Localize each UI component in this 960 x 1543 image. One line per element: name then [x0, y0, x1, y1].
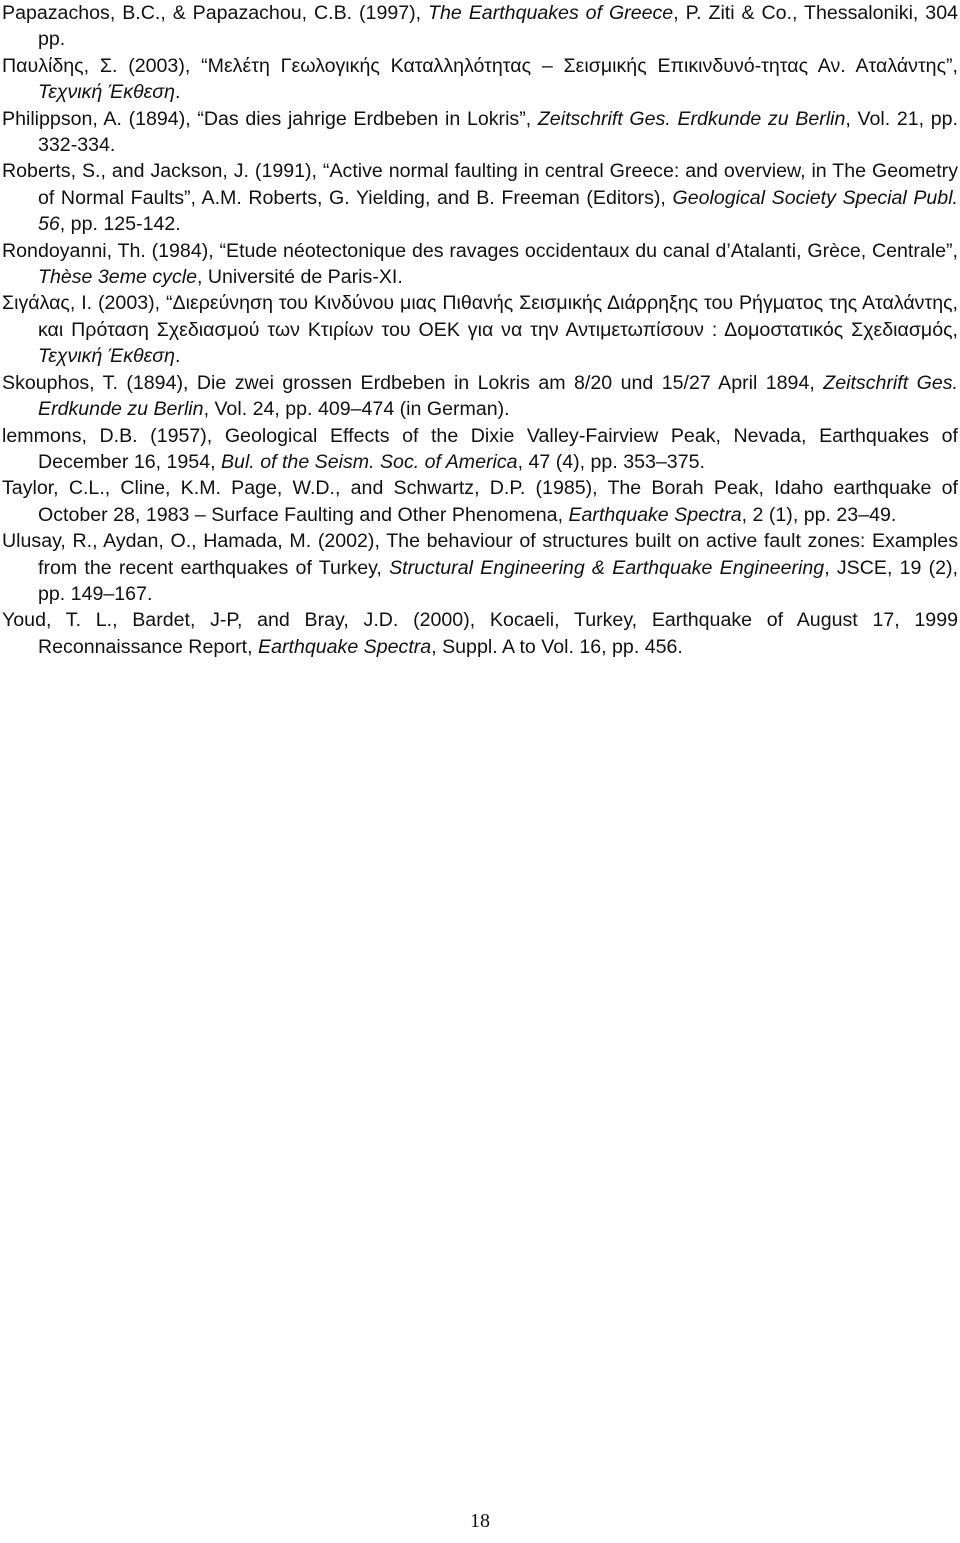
reference-italic: Structural Engineering & Earthquake Engineering: [389, 556, 825, 579]
reference-text: Philippson, A. (1894), “Das dies jahrige Erdbeben in Lokris”,: [2, 107, 538, 130]
reference-text: , Vol. 21, pp. 332-334.: [38, 107, 958, 157]
reference-text: , 2 (1), pp. 23–49.: [741, 503, 897, 526]
reference-text: Youd, T. L., Bardet, J-P, and Bray, J.D. (2000), Kocaeli, Turkey, Earthquake of August 17, 1999 Reconnaissance Report,: [2, 609, 958, 658]
reference-entry: [2, 53, 958, 106]
reference-entry: [2, 158, 958, 237]
reference-italic: The Earthquakes of Greece: [428, 2, 674, 24]
reference-text: , 47 (4), pp. 353–375.: [517, 450, 705, 473]
reference-italic: Earthquake Spectra: [568, 503, 742, 526]
reference-italic: Zeitschrift Ges. Erdkunde zu Berlin: [537, 107, 846, 130]
reference-entry: [2, 423, 958, 476]
reference-text: lemmons, D.B. (1957), Geological Effects of the Dixie Valley-Fairview Peak, Nevada, Earthquakes of December 16, 1954,: [2, 424, 958, 473]
page-number: 18: [470, 1510, 490, 1532]
reference-entry: [2, 106, 958, 159]
reference-entry: [2, 370, 958, 423]
reference-entry: [2, 238, 958, 291]
reference-entry: [2, 475, 958, 528]
reference-list: [2, 0, 958, 660]
reference-italic: Earthquake Spectra: [258, 635, 432, 658]
reference-text: Σιγάλας, Ι. (2003), “Διερεύνηση του Κινδύνου μιας Πιθανής Σεισμικής Διάρρηξης του Ρήγματος της Αταλάντης, και Πρόταση Σχεδιασμού των Κτιρίων του ΟΕΚ για να την Αντιμετωπίσουν : Δομοστατικός Σχεδιασμός,: [2, 292, 958, 341]
reference-entry: [2, 528, 958, 607]
reference-italic: Τεχνική Έκθεση: [38, 345, 175, 368]
reference-italic: Zeitschrift Ges. Erdkunde zu Berlin: [38, 371, 958, 421]
reference-italic: Bul. of the Seism. Soc. of America: [220, 450, 518, 473]
reference-italic: Thèse 3eme cycle: [38, 266, 197, 289]
reference-text: Rondoyanni, Th. (1984), “Etude néotectonique des ravages occidentaux du canal d’Atalanti, Grèce, Centrale”,: [2, 239, 958, 262]
reference-text: , Université de Paris-XI.: [197, 266, 403, 289]
reference-text: , JSCE, 19 (2), pp. 149–167.: [38, 556, 958, 605]
reference-entry: [2, 0, 958, 53]
reference-text: Roberts, S., and Jackson, J. (1991), “Active normal faulting in central Greece: and overview, in The Geometry of Normal Faults”, A.M. Roberts, G. Yielding, and B. Freeman (Editors),: [2, 160, 958, 209]
reference-entry: [2, 607, 958, 660]
reference-text: Παυλίδης, Σ. (2003), “Μελέτη Γεωλογικής Καταλληλότητας – Σεισμικής Επικινδυνό-τητας Αν. Αταλάντης”,: [2, 54, 958, 77]
reference-text: Skouphos, T. (1894), Die zwei grossen Erdbeben in Lokris am 8/20 und 15/27 April 1894,: [2, 371, 824, 394]
reference-text: , pp. 125-142.: [59, 213, 181, 236]
reference-text: .: [174, 345, 181, 368]
reference-text: .: [174, 81, 181, 104]
reference-text: Papazachos, B.C., & Papazachou, C.B. (1997),: [2, 2, 429, 24]
reference-text: , Vol. 24, pp. 409–474 (in German).: [203, 398, 510, 421]
reference-entry: [2, 290, 958, 369]
reference-text: , P. Ziti & Co., Thessaloniki, 304 pp.: [38, 2, 958, 51]
reference-text: Taylor, C.L., Cline, K.M. Page, W.D., and Schwartz, D.P. (1985), The Borah Peak, Idaho earthquake of October 28, 1983 – Surface Faulting and Other Phenomena,: [2, 477, 958, 526]
reference-italic: Geological Society Special Publ. 56: [38, 186, 958, 236]
reference-italic: Τεχνική Έκθεση: [38, 81, 175, 104]
reference-text: , Suppl. A to Vol. 16, pp. 456.: [431, 635, 683, 658]
reference-text: Ulusay, R., Aydan, O., Hamada, M. (2002), The behaviour of structures built on active fault zones: Examples from the recent earthquakes of Turkey,: [2, 530, 958, 579]
